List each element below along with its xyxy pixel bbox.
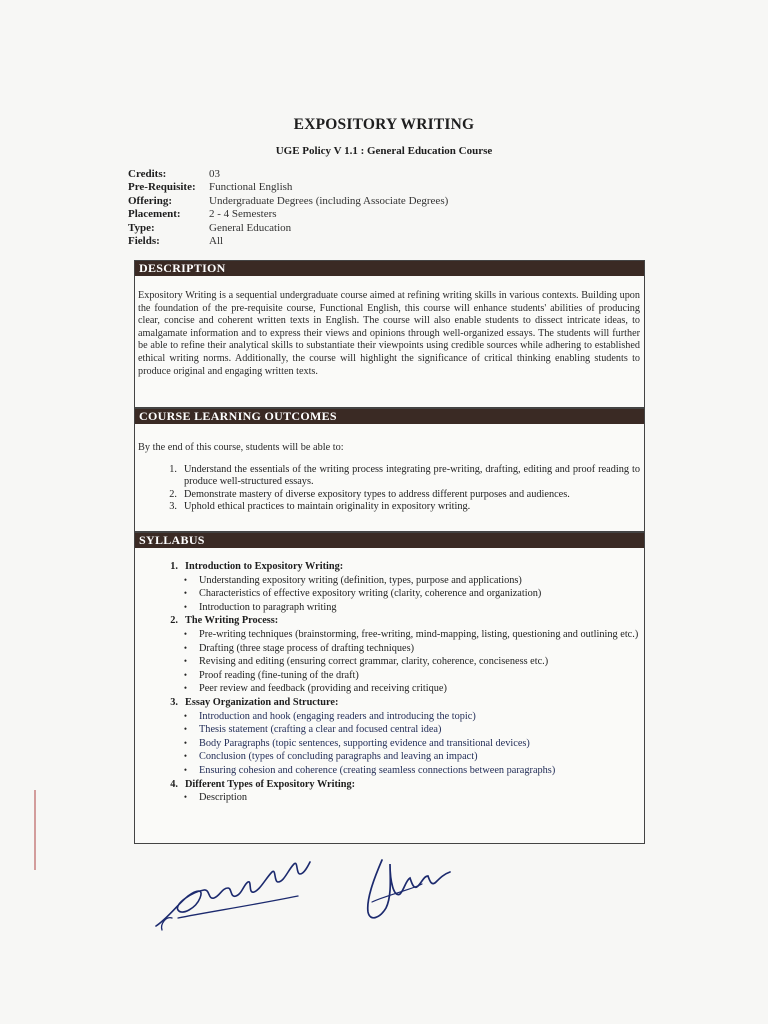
- meta-value: Functional English: [209, 181, 293, 194]
- signature-left: [148, 852, 318, 934]
- outcome-item: [135, 489, 640, 501]
- syllabus-subitem: [172, 669, 640, 683]
- signature-right: [360, 854, 460, 926]
- outcome-item: [135, 501, 640, 513]
- subitem-text: Revising and editing (ensuring correct grammar, clarity, coherence, conciseness etc.): [199, 656, 549, 668]
- outcome-number: 3.: [169, 501, 177, 513]
- signature-underline: [178, 896, 298, 918]
- subitem-text: Ensuring cohesion and coherence (creating seamless connections between paragraphs): [199, 764, 556, 776]
- syllabus-subitem: [172, 723, 640, 737]
- outcomes-heading: COURSE LEARNING OUTCOMES: [135, 409, 644, 424]
- syllabus-subitem: [172, 628, 640, 642]
- subitem-text: Conclusion (types of concluding paragraphs and leaving an impact): [199, 751, 478, 763]
- bullet-icon: •: [183, 724, 188, 735]
- bullet-icon: •: [183, 628, 188, 639]
- syllabus-subitem: [172, 750, 640, 764]
- syllabus-subitem: [172, 655, 640, 669]
- subitem-text: Proof reading (fine-tuning of the draft): [199, 669, 359, 681]
- meta-value: Undergraduate Degrees (including Associate Degrees): [209, 194, 449, 207]
- meta-value: All: [209, 235, 224, 248]
- syllabus-subitem: [172, 737, 640, 751]
- bullet-icon: •: [183, 669, 188, 680]
- syllabus-topic: [135, 778, 640, 792]
- bullet-icon: •: [183, 764, 188, 775]
- bullet-icon: •: [183, 792, 188, 803]
- meta-label: Placement:: [128, 208, 181, 221]
- syllabus-topic: [135, 614, 640, 628]
- outcomes-section: [134, 408, 645, 532]
- outcome-item: [135, 464, 640, 489]
- syllabus-subitem: [172, 574, 640, 588]
- outcomes-intro: By the end of this course, students will be able to:: [138, 442, 344, 453]
- syllabus-subitem: [172, 642, 640, 656]
- scan-margin-mark: [34, 790, 36, 870]
- policy-subtitle: UGE Policy V 1.1 : General Education Course: [275, 145, 493, 157]
- syllabus-list: [135, 560, 640, 805]
- syllabus-topic: [135, 696, 640, 710]
- meta-label: Pre-Requisite:: [128, 181, 196, 194]
- subitem-text: Introduction to paragraph writing: [199, 601, 337, 613]
- syllabus-subitem: [172, 682, 640, 696]
- description-section: [134, 260, 645, 408]
- topic-number: 2.: [170, 615, 178, 627]
- topic-number: 1.: [170, 561, 178, 572]
- subitem-text: Understanding expository writing (definition, types, purpose and applications): [199, 574, 522, 586]
- meta-value: 03: [209, 168, 220, 180]
- subitem-text: Body Paragraphs (topic sentences, supporting evidence and transitional devices): [199, 737, 530, 749]
- subitem-text: Pre-writing techniques (brainstorming, free-writing, mind-mapping, listing, questioning and outlining etc.): [199, 628, 639, 640]
- subitem-text: Peer review and feedback (providing and receiving critique): [199, 683, 447, 695]
- bullet-icon: •: [183, 642, 188, 653]
- meta-value: 2 - 4 Semesters: [209, 208, 277, 221]
- topic-number: 4.: [170, 778, 178, 790]
- meta-label: Offering:: [128, 194, 172, 207]
- meta-label: Credits:: [128, 168, 167, 180]
- bullet-icon: •: [183, 601, 188, 612]
- description-heading: DESCRIPTION: [135, 261, 644, 276]
- subitem-text: Introduction and hook (engaging readers and introducing the topic): [199, 710, 476, 722]
- subitem-text: Drafting (three stage process of drafting techniques): [199, 642, 415, 654]
- topic-title: Introduction to Expository Writing:: [185, 561, 344, 572]
- topic-title: Different Types of Expository Writing:: [185, 778, 356, 790]
- meta-label: Type:: [128, 221, 155, 234]
- page-title: EXPOSITORY WRITING: [293, 116, 475, 133]
- syllabus-subitem: [172, 587, 640, 601]
- syllabus-heading: SYLLABUS: [135, 533, 644, 548]
- outcome-text: Demonstrate mastery of diverse expository types to address different purposes and audiences.: [184, 488, 570, 500]
- bullet-icon: •: [183, 656, 188, 667]
- meta-fields: [128, 235, 448, 248]
- subitem-text: Characteristics of effective expository writing (clarity, coherence and organization): [199, 588, 542, 600]
- bullet-icon: •: [183, 751, 188, 762]
- syllabus-section: [134, 532, 645, 844]
- bullet-icon: •: [183, 683, 188, 694]
- outcomes-list: [135, 464, 640, 514]
- outcome-number: 1.: [169, 464, 177, 475]
- course-meta: [128, 168, 448, 248]
- outcome-text: Uphold ethical practices to maintain originality in expository writing.: [184, 501, 471, 513]
- syllabus-subitem: [172, 601, 640, 615]
- syllabus-subitem: [172, 791, 640, 805]
- meta-prerequisite: [128, 181, 448, 194]
- bullet-icon: •: [183, 588, 188, 599]
- subitem-text: Thesis statement (crafting a clear and focused central idea): [199, 724, 442, 736]
- signature-crossbar: [372, 884, 422, 902]
- outcome-number: 2.: [169, 488, 177, 500]
- meta-credits: [128, 168, 448, 181]
- meta-offering: [128, 195, 448, 208]
- subitem-text: Description: [199, 792, 248, 804]
- syllabus-subitem: [172, 710, 640, 724]
- syllabus-topic: [135, 560, 640, 574]
- signature-stroke: [156, 862, 310, 926]
- topic-number: 3.: [170, 696, 178, 708]
- description-text: Expository Writing is a sequential undergraduate course aimed at refining writing skills in various contexts. Building upon the foundation of the pre-requisite course, Functional English, this course will enhance students' abilities of producing clear, concise and coherent written texts in English. The course will also enable students to dissect intricate ideas, to amalgamate information and to express their views and opinions through well-organized essays. The students will further be able to refine their analytical skills to substantiate their viewpoints using credible sources while adhering to established ethical writing norms. Additionally, the course will highlight the significance of critical thinking enabling students to produce original and engaging written texts.: [138, 290, 640, 377]
- topic-title: The Writing Process:: [185, 615, 279, 627]
- bullet-icon: •: [183, 710, 188, 721]
- syllabus-subitem: [172, 764, 640, 778]
- meta-placement: [128, 208, 448, 221]
- meta-value: General Education: [209, 221, 292, 234]
- topic-title: Essay Organization and Structure:: [185, 696, 339, 708]
- bullet-icon: •: [183, 737, 188, 748]
- outcome-text: Understand the essentials of the writing process integrating pre-writing, drafting, editing and proof reading to produce well-structured essays.: [184, 464, 640, 488]
- bullet-icon: •: [183, 574, 188, 585]
- meta-type: [128, 222, 448, 235]
- meta-label: Fields:: [128, 235, 160, 248]
